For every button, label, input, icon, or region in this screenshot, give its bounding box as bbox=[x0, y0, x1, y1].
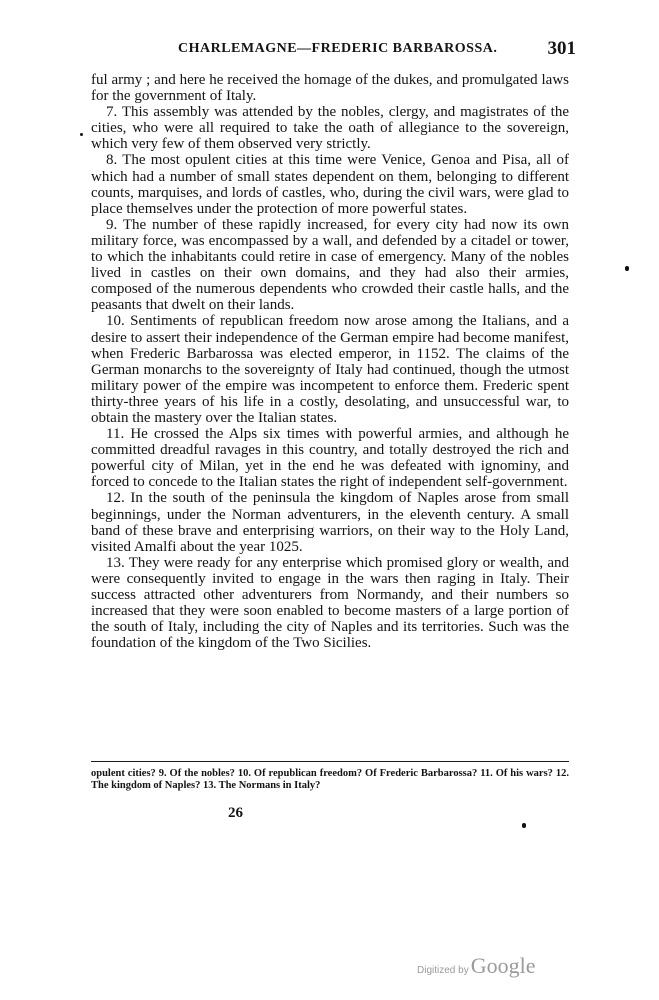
ink-speck bbox=[80, 133, 83, 136]
page-number: 301 bbox=[547, 38, 576, 59]
body-text bbox=[91, 72, 569, 651]
paragraph-8: 8. The most opulent cities at this time were Venice, Genoa and Pisa, all of which had a number of small states dependent on them, belonging to different counts, marquises, and lords of castles, who, during the civil wars, were glad to place themselves under the protection of more powerful states. bbox=[91, 152, 569, 217]
watermark-prefix: Digitized by bbox=[417, 965, 469, 976]
paragraph-12: 12. In the south of the peninsula the kingdom of Naples arose from small beginnings, under the Norman adventurers, in the eleventh century. A small band of these brave and enterprising warriors, on their way to the Holy Land, visited Amalfi about the year 1025. bbox=[91, 490, 569, 555]
footnote-divider bbox=[91, 761, 569, 762]
ink-speck bbox=[625, 266, 629, 271]
page-header bbox=[168, 38, 576, 60]
paragraph-continuation: ful army ; and here he received the homage of the dukes, and promulgated laws for the government of Italy. bbox=[91, 72, 569, 105]
running-head: CHARLEMAGNE—FREDERIC BARBAROSSA. bbox=[178, 41, 498, 56]
paragraph-7: 7. This assembly was attended by the nobles, clergy, and magistrates of the cities, who were all required to take the oath of allegiance to the sovereign, which very few of them observed very strictly. bbox=[91, 104, 569, 153]
paragraph-9: 9. The number of these rapidly increased, for every city had now its own military force, was encompassed by a wall, and defended by a citadel or tower, to which the inhabitants could retire in case of emergency. Many of the nobles lived in castles on their own domains, and they had also their armies, composed of the numerous dependents who crowded their castle halls, and the peasants that dwelt on their lands. bbox=[91, 216, 569, 314]
paragraph-11: 11. He crossed the Alps six times with powerful armies, and although he committed dreadful ravages in this country, and totally destroyed the rich and powerful city of Milan, yet in the end he was defeated with ignominy, and forced to concede to the Italian states the right of independent self-government. bbox=[91, 426, 569, 491]
footnote-questions: opulent cities? 9. Of the nobles? 10. Of republican freedom? Of Frederic Barbarossa? 11. Of his wars? 12. The kingdom of Naples? 13. The Normans in Italy? bbox=[91, 768, 569, 791]
paragraph-13: 13. They were ready for any enterprise which promised glory or wealth, and were consequently invited to engage in the wars then raging in Italy. Their success attracted other adventurers from Normandy, and their numbers so increased that they were soon enabled to become masters of a large portion of the south of Italy, including the city of Naples and its territories. Such was the foundation of the kingdom of the Two Sicilies. bbox=[91, 554, 569, 652]
paragraph-10: 10. Sentiments of republican freedom now arose among the Italians, and a desire to assert their independence of the German empire had become manifest, when Frederic Barbarossa was elected emperor, in 1152. The claims of the German monarchs to the sovereignty of Italy had continued, though the utmost military power of the empire was incompetent to enforce them. Frederic spent thirty-three years of his life in a costly, desolating, and unsuccessful war, to obtain the mastery over the Italian states. bbox=[91, 313, 569, 426]
ink-speck bbox=[522, 823, 526, 828]
signature-mark: 26 bbox=[228, 805, 243, 821]
digitization-watermark bbox=[417, 953, 535, 979]
watermark-brand: Google bbox=[470, 953, 536, 978]
